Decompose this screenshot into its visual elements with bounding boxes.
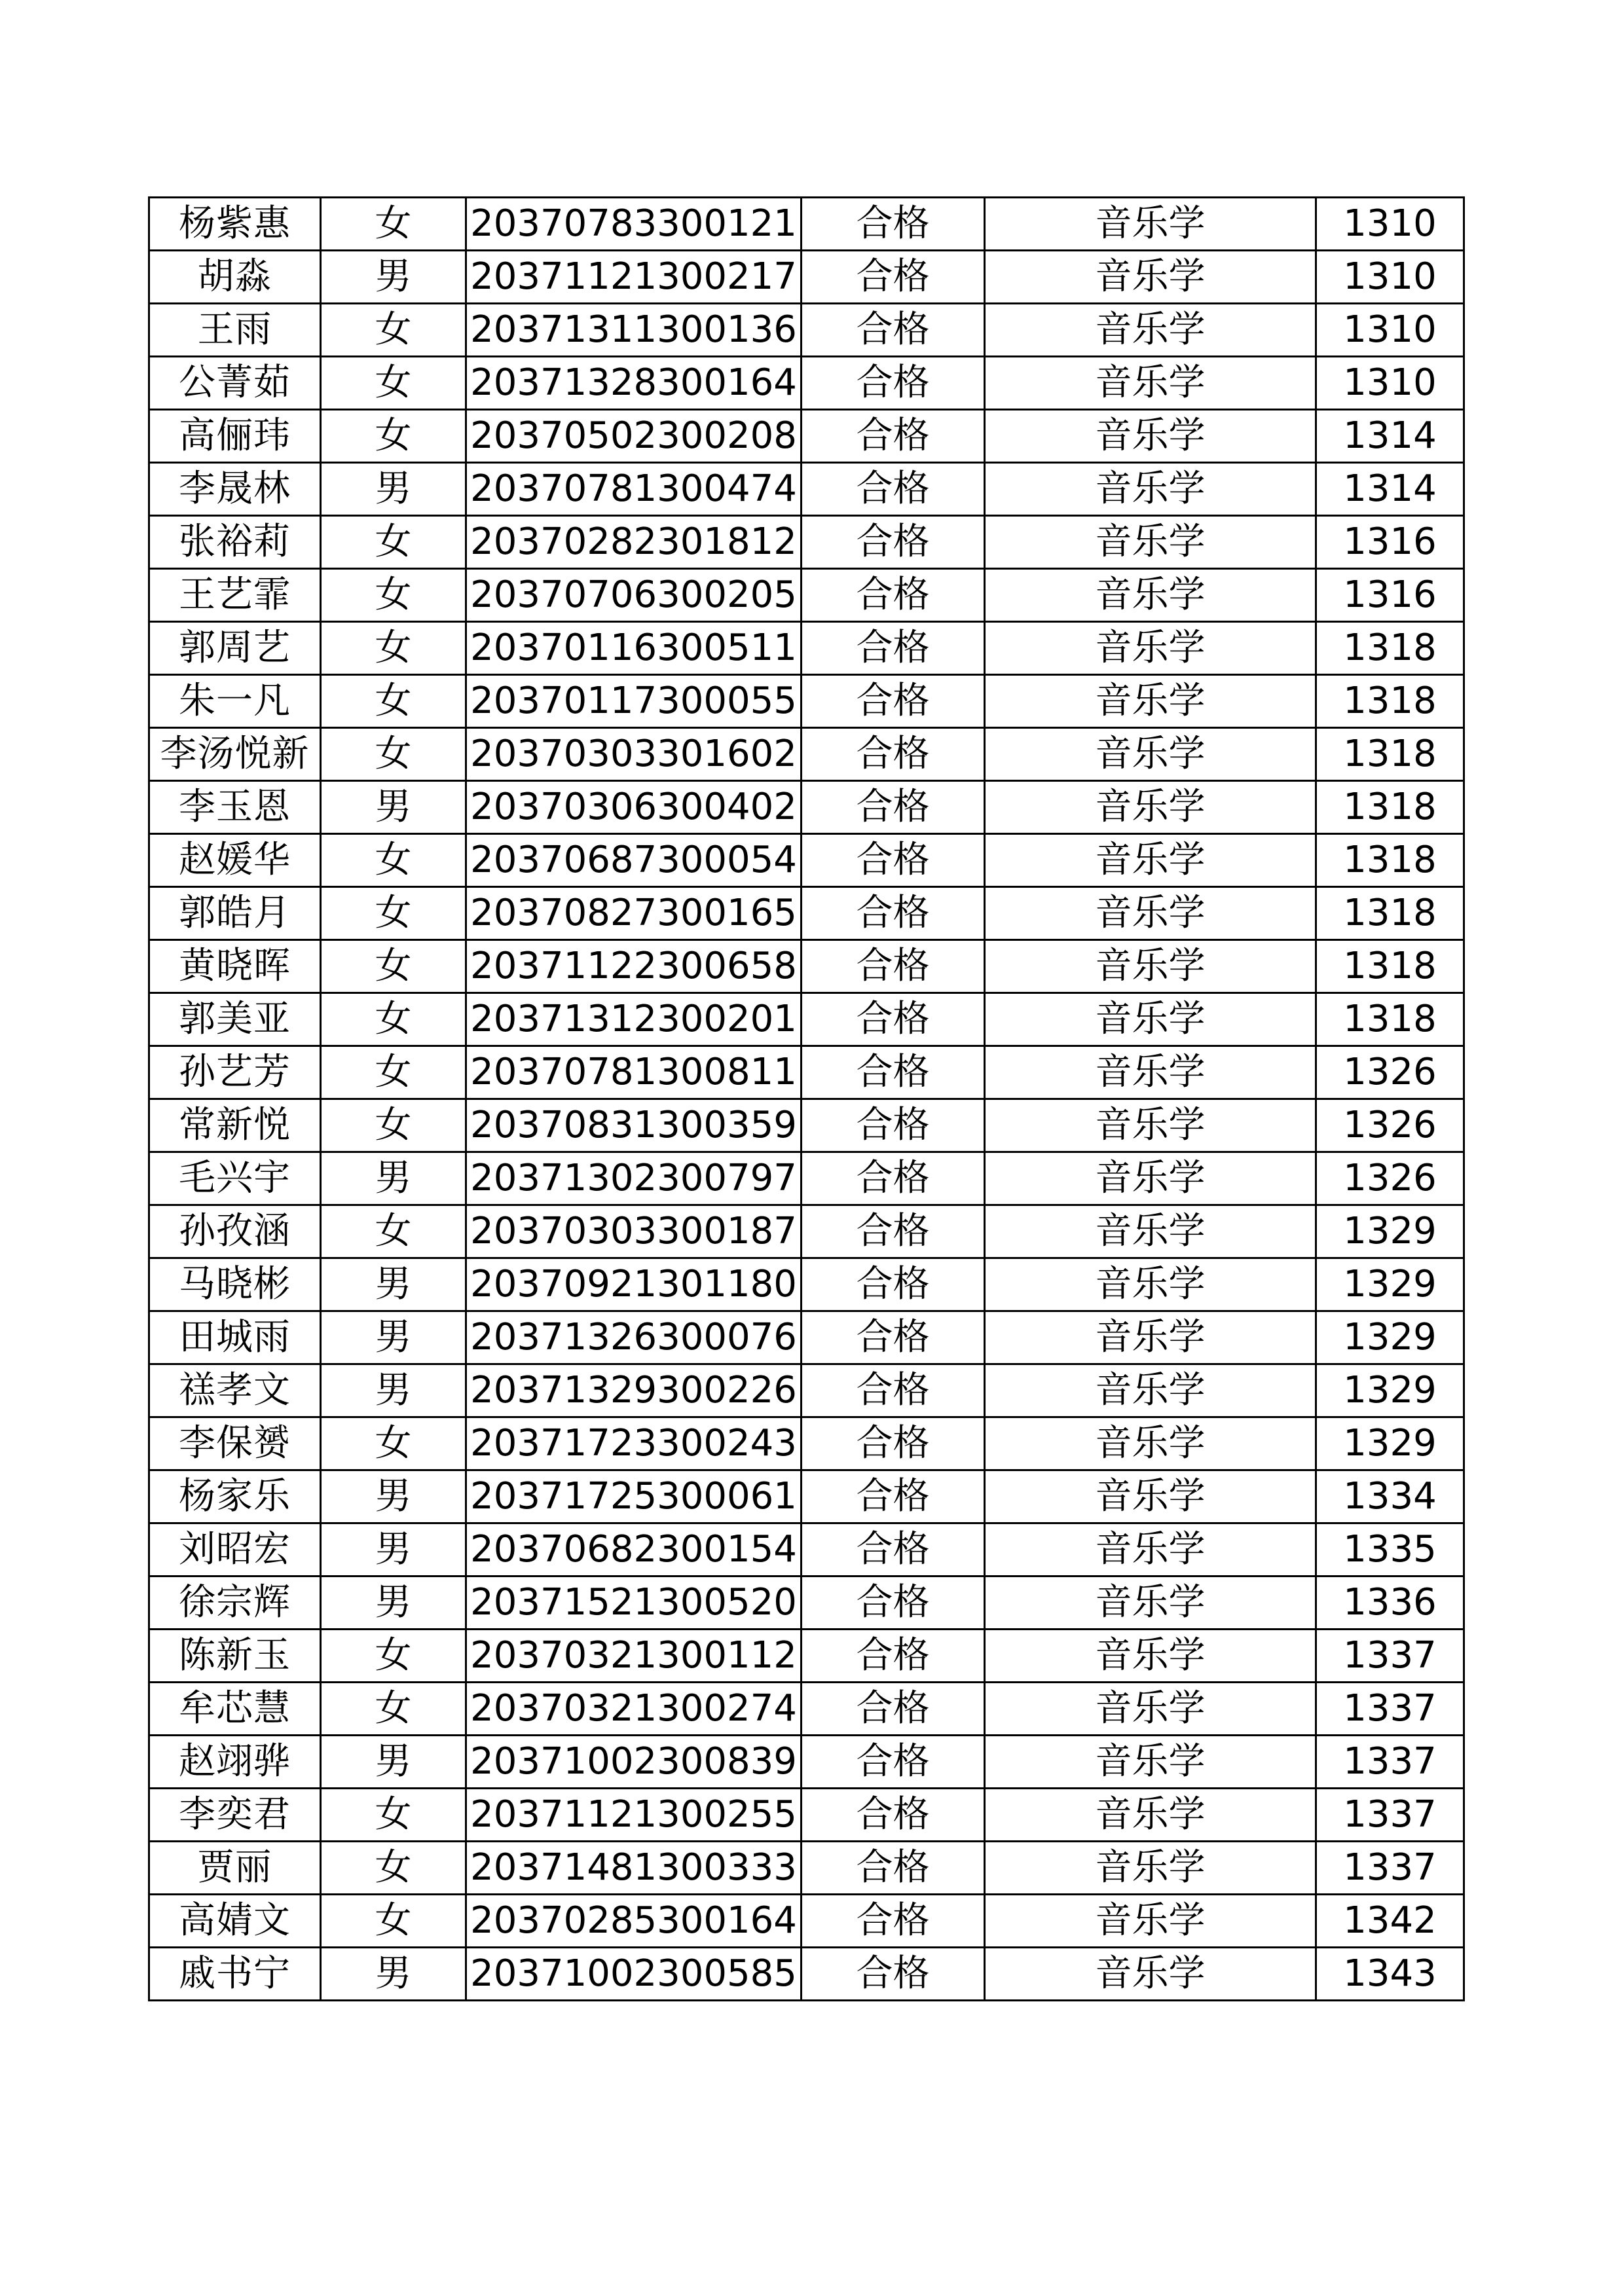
major-cell: 音乐学 — [985, 1364, 1316, 1417]
major-cell: 音乐学 — [985, 1046, 1316, 1099]
gender-cell: 女 — [321, 675, 466, 728]
rank-cell: 1326 — [1316, 1152, 1464, 1205]
rank-cell: 1318 — [1316, 993, 1464, 1046]
student-name-cell: 赵翊骅 — [149, 1736, 321, 1789]
result-cell: 合格 — [802, 198, 985, 251]
exam-id-cell: 20371002300585 — [466, 1948, 802, 2001]
gender-cell: 女 — [321, 1205, 466, 1258]
table-row — [149, 1523, 1464, 1576]
result-cell: 合格 — [802, 1523, 985, 1576]
table-row — [149, 1630, 1464, 1683]
exam-id-cell: 20371122300658 — [466, 940, 802, 993]
student-name-cell: 公菁茹 — [149, 357, 321, 410]
result-cell: 合格 — [802, 1099, 985, 1152]
exam-id-cell: 20371002300839 — [466, 1736, 802, 1789]
gender-cell: 男 — [321, 1736, 466, 1789]
student-name-cell: 陈新玉 — [149, 1630, 321, 1683]
rank-cell: 1326 — [1316, 1099, 1464, 1152]
result-cell: 合格 — [802, 1630, 985, 1683]
exam-id-cell: 20370706300205 — [466, 569, 802, 622]
result-cell: 合格 — [802, 622, 985, 675]
result-cell: 合格 — [802, 887, 985, 940]
rank-cell: 1326 — [1316, 1046, 1464, 1099]
rank-cell: 1318 — [1316, 622, 1464, 675]
table-row — [149, 463, 1464, 516]
exam-id-cell: 20371723300243 — [466, 1417, 802, 1470]
gender-cell: 男 — [321, 463, 466, 516]
student-name-cell: 胡淼 — [149, 251, 321, 304]
rank-cell: 1329 — [1316, 1311, 1464, 1364]
rank-cell: 1310 — [1316, 251, 1464, 304]
student-name-cell: 戚书宁 — [149, 1948, 321, 2001]
gender-cell: 女 — [321, 569, 466, 622]
rank-cell: 1314 — [1316, 463, 1464, 516]
student-name-cell: 赵媛华 — [149, 834, 321, 887]
result-cell: 合格 — [802, 1364, 985, 1417]
table-row — [149, 1895, 1464, 1948]
gender-cell: 女 — [321, 516, 466, 569]
student-name-cell: 高婧文 — [149, 1895, 321, 1948]
rank-cell: 1336 — [1316, 1576, 1464, 1630]
gender-cell: 女 — [321, 1895, 466, 1948]
exam-id-cell: 20370321300274 — [466, 1683, 802, 1736]
table-row — [149, 1099, 1464, 1152]
table-row — [149, 198, 1464, 251]
rank-cell: 1335 — [1316, 1523, 1464, 1576]
student-name-cell: 李晟林 — [149, 463, 321, 516]
rank-cell: 1318 — [1316, 940, 1464, 993]
result-cell: 合格 — [802, 1470, 985, 1523]
exam-id-cell: 20371121300255 — [466, 1789, 802, 1842]
gender-cell: 女 — [321, 622, 466, 675]
result-cell: 合格 — [802, 1417, 985, 1470]
gender-cell: 男 — [321, 1311, 466, 1364]
exam-id-cell: 20371121300217 — [466, 251, 802, 304]
student-name-cell: 王雨 — [149, 304, 321, 357]
table-row — [149, 940, 1464, 993]
exam-id-cell: 20371481300333 — [466, 1842, 802, 1895]
exam-id-cell: 20370682300154 — [466, 1523, 802, 1576]
result-cell: 合格 — [802, 940, 985, 993]
major-cell: 音乐学 — [985, 887, 1316, 940]
result-cell: 合格 — [802, 1895, 985, 1948]
gender-cell: 男 — [321, 781, 466, 834]
exam-id-cell: 20370303301602 — [466, 728, 802, 781]
result-cell: 合格 — [802, 516, 985, 569]
result-cell: 合格 — [802, 357, 985, 410]
result-cell: 合格 — [802, 675, 985, 728]
exam-id-cell: 20371329300226 — [466, 1364, 802, 1417]
student-name-cell: 孙孜涵 — [149, 1205, 321, 1258]
major-cell: 音乐学 — [985, 1099, 1316, 1152]
table-row — [149, 1258, 1464, 1311]
rank-cell: 1337 — [1316, 1630, 1464, 1683]
gender-cell: 女 — [321, 198, 466, 251]
rank-cell: 1337 — [1316, 1736, 1464, 1789]
gender-cell: 女 — [321, 1046, 466, 1099]
table-row — [149, 1152, 1464, 1205]
major-cell: 音乐学 — [985, 940, 1316, 993]
table-row — [149, 675, 1464, 728]
results-table — [148, 196, 1465, 2001]
exam-id-cell: 20370781300811 — [466, 1046, 802, 1099]
student-name-cell: 郭美亚 — [149, 993, 321, 1046]
result-cell: 合格 — [802, 1205, 985, 1258]
student-name-cell: 毛兴宇 — [149, 1152, 321, 1205]
gender-cell: 男 — [321, 1470, 466, 1523]
rank-cell: 1316 — [1316, 516, 1464, 569]
student-name-cell: 张裕莉 — [149, 516, 321, 569]
student-name-cell: 禚孝文 — [149, 1364, 321, 1417]
table-row — [149, 1683, 1464, 1736]
rank-cell: 1329 — [1316, 1364, 1464, 1417]
gender-cell: 女 — [321, 357, 466, 410]
major-cell: 音乐学 — [985, 1736, 1316, 1789]
exam-id-cell: 20370116300511 — [466, 622, 802, 675]
gender-cell: 女 — [321, 304, 466, 357]
student-name-cell: 刘昭宏 — [149, 1523, 321, 1576]
exam-id-cell: 20371725300061 — [466, 1470, 802, 1523]
table-row — [149, 516, 1464, 569]
exam-id-cell: 20370827300165 — [466, 887, 802, 940]
exam-id-cell: 20371326300076 — [466, 1311, 802, 1364]
exam-id-cell: 20370282301812 — [466, 516, 802, 569]
rank-cell: 1310 — [1316, 198, 1464, 251]
rank-cell: 1316 — [1316, 569, 1464, 622]
major-cell: 音乐学 — [985, 1948, 1316, 2001]
table-row — [149, 1789, 1464, 1842]
major-cell: 音乐学 — [985, 357, 1316, 410]
gender-cell: 女 — [321, 1630, 466, 1683]
student-name-cell: 徐宗辉 — [149, 1576, 321, 1630]
gender-cell: 男 — [321, 1576, 466, 1630]
gender-cell: 女 — [321, 993, 466, 1046]
gender-cell: 女 — [321, 1683, 466, 1736]
exam-id-cell: 20370303300187 — [466, 1205, 802, 1258]
gender-cell: 男 — [321, 1364, 466, 1417]
major-cell: 音乐学 — [985, 728, 1316, 781]
rank-cell: 1318 — [1316, 728, 1464, 781]
exam-id-cell: 20370321300112 — [466, 1630, 802, 1683]
rank-cell: 1329 — [1316, 1417, 1464, 1470]
result-cell: 合格 — [802, 1046, 985, 1099]
major-cell: 音乐学 — [985, 1630, 1316, 1683]
rank-cell: 1337 — [1316, 1789, 1464, 1842]
gender-cell: 女 — [321, 1842, 466, 1895]
major-cell: 音乐学 — [985, 1152, 1316, 1205]
major-cell: 音乐学 — [985, 1311, 1316, 1364]
exam-id-cell: 20370502300208 — [466, 410, 802, 463]
exam-id-cell: 20371521300520 — [466, 1576, 802, 1630]
student-name-cell: 郭皓月 — [149, 887, 321, 940]
student-name-cell: 孙艺芳 — [149, 1046, 321, 1099]
result-cell: 合格 — [802, 781, 985, 834]
result-cell: 合格 — [802, 1683, 985, 1736]
table-row — [149, 1364, 1464, 1417]
gender-cell: 女 — [321, 410, 466, 463]
rank-cell: 1342 — [1316, 1895, 1464, 1948]
major-cell: 音乐学 — [985, 516, 1316, 569]
gender-cell: 女 — [321, 1789, 466, 1842]
major-cell: 音乐学 — [985, 304, 1316, 357]
gender-cell: 女 — [321, 834, 466, 887]
result-cell: 合格 — [802, 1948, 985, 2001]
student-name-cell: 杨家乐 — [149, 1470, 321, 1523]
table-row — [149, 622, 1464, 675]
major-cell: 音乐学 — [985, 622, 1316, 675]
student-name-cell: 高俪玮 — [149, 410, 321, 463]
student-name-cell: 朱一凡 — [149, 675, 321, 728]
table-row — [149, 1736, 1464, 1789]
table-row — [149, 1046, 1464, 1099]
student-name-cell: 田城雨 — [149, 1311, 321, 1364]
table-row — [149, 781, 1464, 834]
rank-cell: 1343 — [1316, 1948, 1464, 2001]
gender-cell: 女 — [321, 940, 466, 993]
gender-cell: 女 — [321, 728, 466, 781]
table-row — [149, 1948, 1464, 2001]
rank-cell: 1334 — [1316, 1470, 1464, 1523]
result-cell: 合格 — [802, 1789, 985, 1842]
rank-cell: 1318 — [1316, 887, 1464, 940]
major-cell: 音乐学 — [985, 463, 1316, 516]
gender-cell: 男 — [321, 1258, 466, 1311]
table-row — [149, 1205, 1464, 1258]
student-name-cell: 郭周艺 — [149, 622, 321, 675]
table-row — [149, 1576, 1464, 1630]
rank-cell: 1314 — [1316, 410, 1464, 463]
gender-cell: 男 — [321, 1523, 466, 1576]
result-cell: 合格 — [802, 304, 985, 357]
rank-cell: 1310 — [1316, 357, 1464, 410]
student-name-cell: 贾丽 — [149, 1842, 321, 1895]
result-cell: 合格 — [802, 1736, 985, 1789]
gender-cell: 女 — [321, 1417, 466, 1470]
table-row — [149, 410, 1464, 463]
rank-cell: 1329 — [1316, 1258, 1464, 1311]
major-cell: 音乐学 — [985, 781, 1316, 834]
major-cell: 音乐学 — [985, 1789, 1316, 1842]
student-name-cell: 李保赟 — [149, 1417, 321, 1470]
student-name-cell: 黄晓晖 — [149, 940, 321, 993]
student-name-cell: 常新悦 — [149, 1099, 321, 1152]
major-cell: 音乐学 — [985, 834, 1316, 887]
gender-cell: 男 — [321, 1948, 466, 2001]
result-cell: 合格 — [802, 728, 985, 781]
table-row — [149, 1417, 1464, 1470]
gender-cell: 男 — [321, 1152, 466, 1205]
table-row — [149, 1311, 1464, 1364]
table-row — [149, 251, 1464, 304]
table-row — [149, 304, 1464, 357]
results-table-body — [149, 198, 1464, 2001]
table-row — [149, 1470, 1464, 1523]
major-cell: 音乐学 — [985, 993, 1316, 1046]
exam-id-cell: 20370285300164 — [466, 1895, 802, 1948]
table-row — [149, 728, 1464, 781]
result-cell: 合格 — [802, 834, 985, 887]
result-cell: 合格 — [802, 1258, 985, 1311]
major-cell: 音乐学 — [985, 1523, 1316, 1576]
rank-cell: 1337 — [1316, 1683, 1464, 1736]
rank-cell: 1318 — [1316, 675, 1464, 728]
result-cell: 合格 — [802, 993, 985, 1046]
exam-id-cell: 20370117300055 — [466, 675, 802, 728]
major-cell: 音乐学 — [985, 1205, 1316, 1258]
major-cell: 音乐学 — [985, 410, 1316, 463]
exam-id-cell: 20371311300136 — [466, 304, 802, 357]
exam-id-cell: 20370783300121 — [466, 198, 802, 251]
table-row — [149, 357, 1464, 410]
rank-cell: 1337 — [1316, 1842, 1464, 1895]
major-cell: 音乐学 — [985, 1470, 1316, 1523]
exam-id-cell: 20370831300359 — [466, 1099, 802, 1152]
student-name-cell: 李玉恩 — [149, 781, 321, 834]
result-cell: 合格 — [802, 463, 985, 516]
student-name-cell: 李汤悦新 — [149, 728, 321, 781]
gender-cell: 男 — [321, 251, 466, 304]
exam-id-cell: 20370781300474 — [466, 463, 802, 516]
rank-cell: 1310 — [1316, 304, 1464, 357]
result-cell: 合格 — [802, 1576, 985, 1630]
result-cell: 合格 — [802, 410, 985, 463]
major-cell: 音乐学 — [985, 1842, 1316, 1895]
exam-id-cell: 20370687300054 — [466, 834, 802, 887]
student-name-cell: 李奕君 — [149, 1789, 321, 1842]
student-name-cell: 杨紫惠 — [149, 198, 321, 251]
major-cell: 音乐学 — [985, 1417, 1316, 1470]
result-cell: 合格 — [802, 569, 985, 622]
exam-id-cell: 20371312300201 — [466, 993, 802, 1046]
student-name-cell: 王艺霏 — [149, 569, 321, 622]
student-name-cell: 牟芯慧 — [149, 1683, 321, 1736]
result-cell: 合格 — [802, 1842, 985, 1895]
rank-cell: 1318 — [1316, 781, 1464, 834]
table-row — [149, 1842, 1464, 1895]
rank-cell: 1329 — [1316, 1205, 1464, 1258]
major-cell: 音乐学 — [985, 198, 1316, 251]
major-cell: 音乐学 — [985, 1895, 1316, 1948]
major-cell: 音乐学 — [985, 251, 1316, 304]
result-cell: 合格 — [802, 1152, 985, 1205]
exam-id-cell: 20371302300797 — [466, 1152, 802, 1205]
table-row — [149, 887, 1464, 940]
gender-cell: 女 — [321, 887, 466, 940]
gender-cell: 女 — [321, 1099, 466, 1152]
major-cell: 音乐学 — [985, 1258, 1316, 1311]
table-row — [149, 993, 1464, 1046]
exam-id-cell: 20370921301180 — [466, 1258, 802, 1311]
major-cell: 音乐学 — [985, 569, 1316, 622]
table-row — [149, 569, 1464, 622]
major-cell: 音乐学 — [985, 675, 1316, 728]
rank-cell: 1318 — [1316, 834, 1464, 887]
exam-id-cell: 20371328300164 — [466, 357, 802, 410]
result-cell: 合格 — [802, 1311, 985, 1364]
table-row — [149, 834, 1464, 887]
result-cell: 合格 — [802, 251, 985, 304]
major-cell: 音乐学 — [985, 1576, 1316, 1630]
exam-id-cell: 20370306300402 — [466, 781, 802, 834]
student-name-cell: 马晓彬 — [149, 1258, 321, 1311]
major-cell: 音乐学 — [985, 1683, 1316, 1736]
